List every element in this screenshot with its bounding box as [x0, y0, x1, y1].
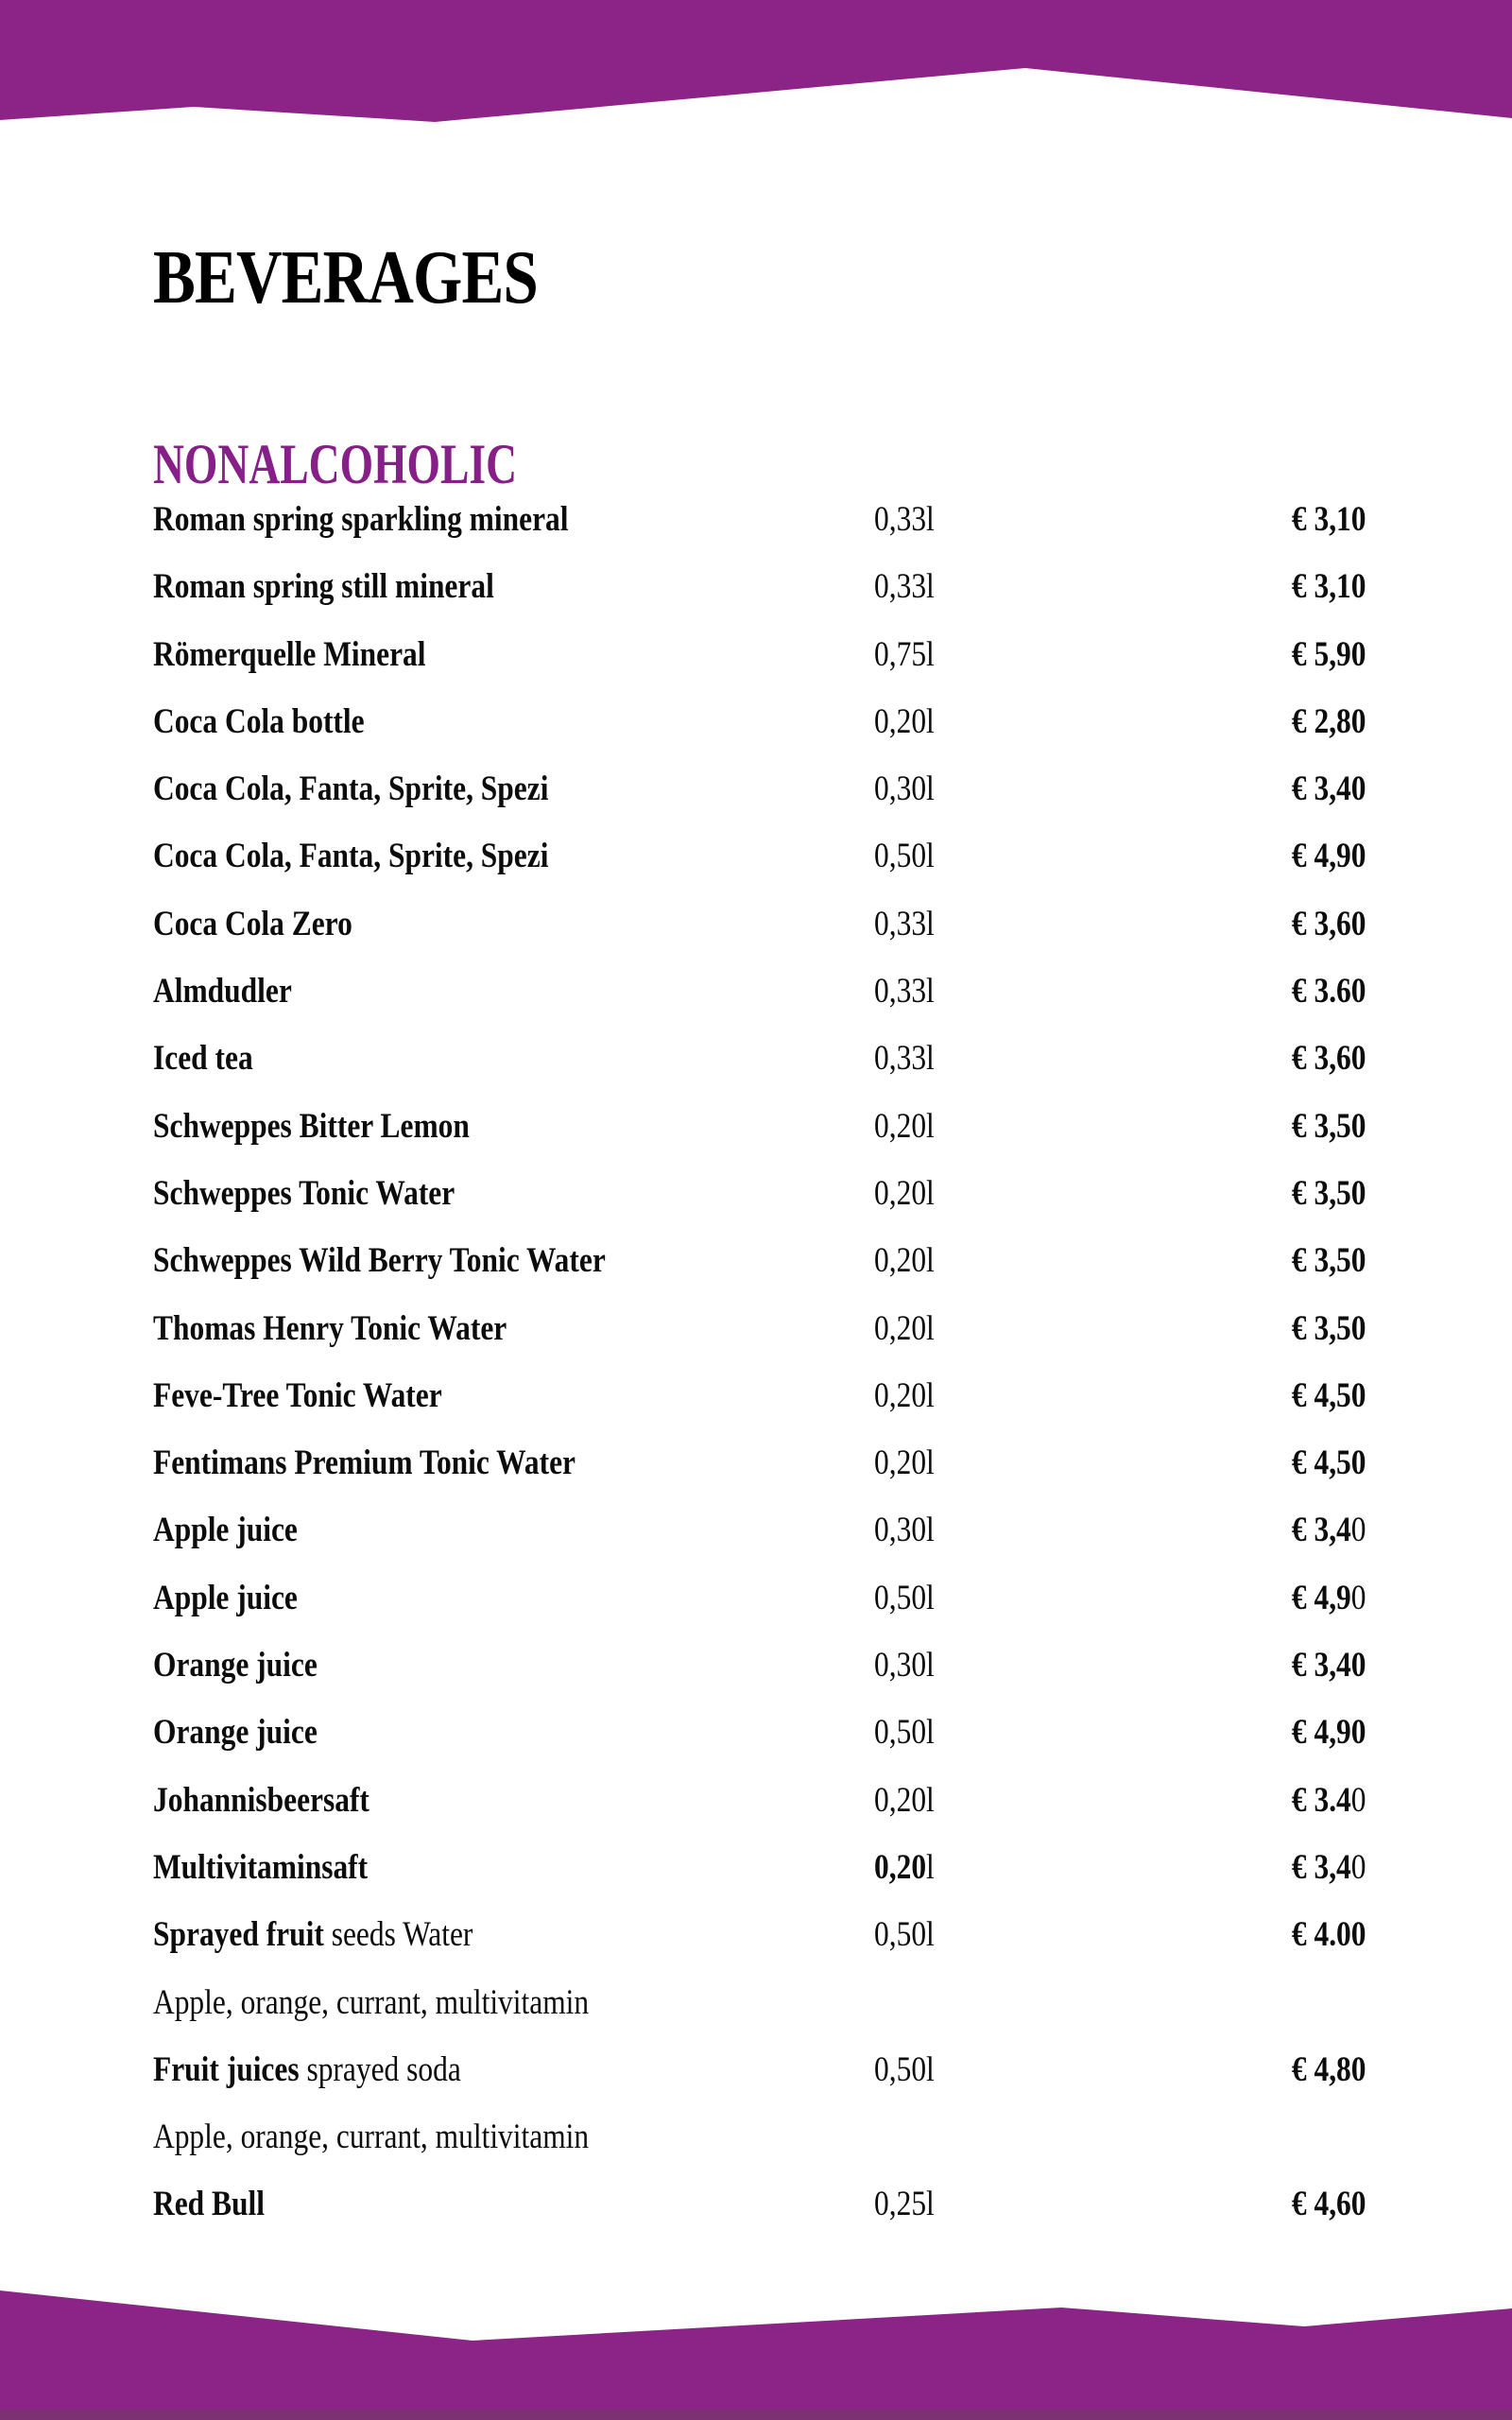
item-volume: [874, 688, 935, 755]
item-name: Coca Cola Zero: [153, 904, 352, 943]
item-price-bold-part: € 3,40: [1291, 769, 1366, 809]
item-volume-regular-part: l: [926, 1847, 935, 1887]
item-name: Apple juice: [153, 1511, 298, 1550]
item-price-thin-part: 0: [1350, 1578, 1366, 1617]
item-volume-regular-part: 0,30l: [874, 1511, 935, 1550]
item-volume: [874, 1429, 935, 1496]
menu-row: [153, 1025, 1366, 1092]
item-price: [1291, 1699, 1366, 1766]
item-price: [1291, 1564, 1366, 1632]
item-price: [1291, 1767, 1366, 1834]
menu-row: [153, 1160, 1366, 1227]
item-price: [1291, 1160, 1366, 1227]
item-volume-regular-part: 0,33l: [874, 567, 935, 607]
item-price: [1291, 688, 1366, 755]
item-name: Roman spring sparkling mineral: [153, 500, 569, 539]
item-price-thin-part: 0: [1350, 1511, 1366, 1550]
menu-row: [153, 822, 1366, 890]
item-name: Orange juice: [153, 1713, 318, 1753]
item-price-thin-part: 0: [1350, 1847, 1366, 1887]
item-volume-regular-part: 0,50l: [874, 837, 935, 876]
item-name: Thomas Henry Tonic Water: [153, 1308, 507, 1348]
item-price-bold-part: € 4,90: [1291, 1713, 1366, 1753]
item-volume-regular-part: 0,50l: [874, 1578, 935, 1617]
item-volume-regular-part: 0,25l: [874, 2185, 935, 2224]
item-price: [1291, 1362, 1366, 1429]
item-volume: [874, 486, 935, 553]
item-name: Apple juice: [153, 1578, 298, 1617]
item-name: Iced tea: [153, 1039, 253, 1079]
item-price-bold-part: € 3,50: [1291, 1173, 1366, 1213]
item-price-bold-part: € 3.60: [1291, 972, 1366, 1011]
item-volume-regular-part: 0,20l: [874, 1241, 935, 1281]
item-name: Feve-Tree Tonic Water: [153, 1375, 442, 1415]
item-volume-regular-part: 0,30l: [874, 769, 935, 809]
item-price-bold-part: € 3,60: [1291, 904, 1366, 943]
item-volume-regular-part: 0,33l: [874, 1039, 935, 1079]
top-banner-shape: [0, 0, 1512, 122]
item-price-bold-part: € 3,60: [1291, 1039, 1366, 1079]
item-volume: [874, 1901, 935, 1968]
item-price: [1291, 1632, 1366, 1699]
top-banner-zigzag: [0, 0, 1512, 123]
item-price-bold-part: € 3,50: [1291, 1106, 1366, 1146]
menu-row: [153, 1227, 1366, 1294]
item-description: Apple, orange, currant, multivitamin: [153, 2118, 590, 2157]
item-price: [1291, 486, 1366, 553]
item-price-bold-part: € 3,4: [1291, 1847, 1351, 1887]
item-name-regular-part: sprayed soda: [299, 2049, 461, 2089]
menu-row-description: [153, 1969, 1366, 2036]
item-name-regular-part: seeds Water: [323, 1915, 473, 1955]
item-volume-regular-part: 0,20l: [874, 1780, 935, 1820]
menu-row: [153, 890, 1366, 958]
item-volume: [874, 2036, 935, 2103]
item-price: [1291, 822, 1366, 890]
item-volume-regular-part: 0,30l: [874, 1646, 935, 1685]
item-price-bold-part: € 4,90: [1291, 837, 1366, 876]
item-volume: [874, 1227, 935, 1294]
item-volume-regular-part: 0,33l: [874, 500, 935, 539]
menu-row: [153, 1632, 1366, 1699]
item-price: [1291, 1496, 1366, 1564]
item-price: [1291, 1901, 1366, 1968]
item-volume: [874, 553, 935, 620]
item-name: Coca Cola, Fanta, Sprite, Spezi: [153, 769, 549, 809]
item-name: Red Bull: [153, 2185, 265, 2224]
menu-row: [153, 486, 1366, 553]
item-volume-regular-part: 0,50l: [874, 2049, 935, 2089]
item-price-bold-part: € 3,50: [1291, 1308, 1366, 1348]
item-price: [1291, 553, 1366, 620]
item-price-thin-part: 0: [1350, 1780, 1366, 1820]
item-price-bold-part: € 4,50: [1291, 1375, 1366, 1415]
item-name: Coca Cola, Fanta, Sprite, Spezi: [153, 837, 549, 876]
menu-row: [153, 1496, 1366, 1564]
item-price-bold-part: € 4,50: [1291, 1443, 1366, 1483]
item-price-bold-part: € 5,90: [1291, 634, 1366, 674]
item-price: [1291, 1295, 1366, 1362]
menu-row: [153, 1767, 1366, 1834]
item-name: Roman spring still mineral: [153, 567, 494, 607]
item-name: Sprayed fruit seeds Water: [153, 1915, 473, 1955]
item-volume-regular-part: 0,20l: [874, 1443, 935, 1483]
item-price: [1291, 958, 1366, 1025]
item-name: Orange juice: [153, 1646, 318, 1685]
menu-row: [153, 2036, 1366, 2103]
item-volume: [874, 1362, 935, 1429]
beverage-list: [153, 486, 1366, 2238]
item-price-bold-part: € 3,10: [1291, 500, 1366, 539]
bottom-banner-zigzag: [0, 2288, 1512, 2420]
item-volume: [874, 822, 935, 890]
menu-row-description: [153, 2103, 1366, 2170]
item-price: [1291, 621, 1366, 688]
item-price: [1291, 755, 1366, 822]
item-volume: [874, 1699, 935, 1766]
item-volume: [874, 1160, 935, 1227]
item-price: [1291, 1093, 1366, 1160]
item-name: Multivitaminsaft: [153, 1847, 369, 1887]
bottom-edge-strip: [0, 2410, 1512, 2420]
item-price-bold-part: € 3,40: [1291, 1646, 1366, 1685]
item-volume: [874, 1295, 935, 1362]
item-price: [1291, 1429, 1366, 1496]
item-name: Römerquelle Mineral: [153, 634, 426, 674]
item-name: Schweppes Wild Berry Tonic Water: [153, 1241, 606, 1281]
item-name: Fentimans Premium Tonic Water: [153, 1443, 576, 1483]
menu-row: [153, 755, 1366, 822]
menu-row: [153, 1295, 1366, 1362]
item-price-bold-part: € 4,9: [1291, 1578, 1351, 1617]
item-price: [1291, 2036, 1366, 2103]
section-heading-nonalcoholic: NONALCOHOLIC: [153, 432, 518, 495]
item-volume: [874, 1564, 935, 1632]
menu-row: [153, 2170, 1366, 2238]
menu-row: [153, 1834, 1366, 1901]
item-volume-regular-part: 0,20l: [874, 701, 935, 741]
item-price-bold-part: € 4,60: [1291, 2185, 1366, 2224]
item-volume: [874, 1496, 935, 1564]
menu-row: [153, 1429, 1366, 1496]
item-volume-regular-part: 0,20l: [874, 1106, 935, 1146]
item-price: [1291, 890, 1366, 958]
item-volume-regular-part: 0,20l: [874, 1308, 935, 1348]
item-volume: [874, 1093, 935, 1160]
menu-row: [153, 1699, 1366, 1766]
item-volume: [874, 755, 935, 822]
item-volume-regular-part: 0,20l: [874, 1375, 935, 1415]
item-name: Fruit juices sprayed soda: [153, 2049, 461, 2089]
item-volume-regular-part: 0,50l: [874, 1713, 935, 1753]
page-title: BEVERAGES: [153, 235, 538, 320]
item-volume-regular-part: 0,50l: [874, 1915, 935, 1955]
item-price: [1291, 1227, 1366, 1294]
item-volume: [874, 1767, 935, 1834]
menu-row: [153, 1564, 1366, 1632]
item-price: [1291, 1025, 1366, 1092]
item-name: Coca Cola bottle: [153, 701, 365, 741]
item-name: Schweppes Bitter Lemon: [153, 1106, 470, 1146]
item-description: Apple, orange, currant, multivitamin: [153, 1982, 590, 2022]
bottom-banner-shape: [0, 2290, 1512, 2420]
item-volume-regular-part: 0,33l: [874, 904, 935, 943]
menu-row: [153, 958, 1366, 1025]
menu-row: [153, 621, 1366, 688]
item-volume: [874, 958, 935, 1025]
item-price: [1291, 1834, 1366, 1901]
item-volume: [874, 1834, 935, 1901]
item-volume-regular-part: 0,75l: [874, 634, 935, 674]
item-volume: [874, 1025, 935, 1092]
menu-row: [153, 1901, 1366, 1968]
menu-row: [153, 1362, 1366, 1429]
item-name: Johannisbeersaft: [153, 1780, 369, 1820]
item-name: Schweppes Tonic Water: [153, 1173, 455, 1213]
item-price-bold-part: € 3.4: [1291, 1780, 1351, 1820]
item-price-bold-part: € 3,50: [1291, 1241, 1366, 1281]
item-volume-bold-part: 0,20: [874, 1847, 927, 1887]
item-volume-regular-part: 0,20l: [874, 1173, 935, 1213]
menu-row: [153, 553, 1366, 620]
item-price-bold-part: € 4.00: [1291, 1915, 1366, 1955]
item-price-bold-part: € 2,80: [1291, 701, 1366, 741]
item-price-bold-part: € 3,10: [1291, 567, 1366, 607]
item-price-bold-part: € 3,4: [1291, 1511, 1351, 1550]
item-volume: [874, 2170, 935, 2238]
item-volume: [874, 621, 935, 688]
menu-row: [153, 1093, 1366, 1160]
item-volume-regular-part: 0,33l: [874, 972, 935, 1011]
item-name: Almdudler: [153, 972, 292, 1011]
item-price-bold-part: € 4,80: [1291, 2049, 1366, 2089]
menu-row: [153, 688, 1366, 755]
item-price: [1291, 2170, 1366, 2238]
item-volume: [874, 890, 935, 958]
item-volume: [874, 1632, 935, 1699]
